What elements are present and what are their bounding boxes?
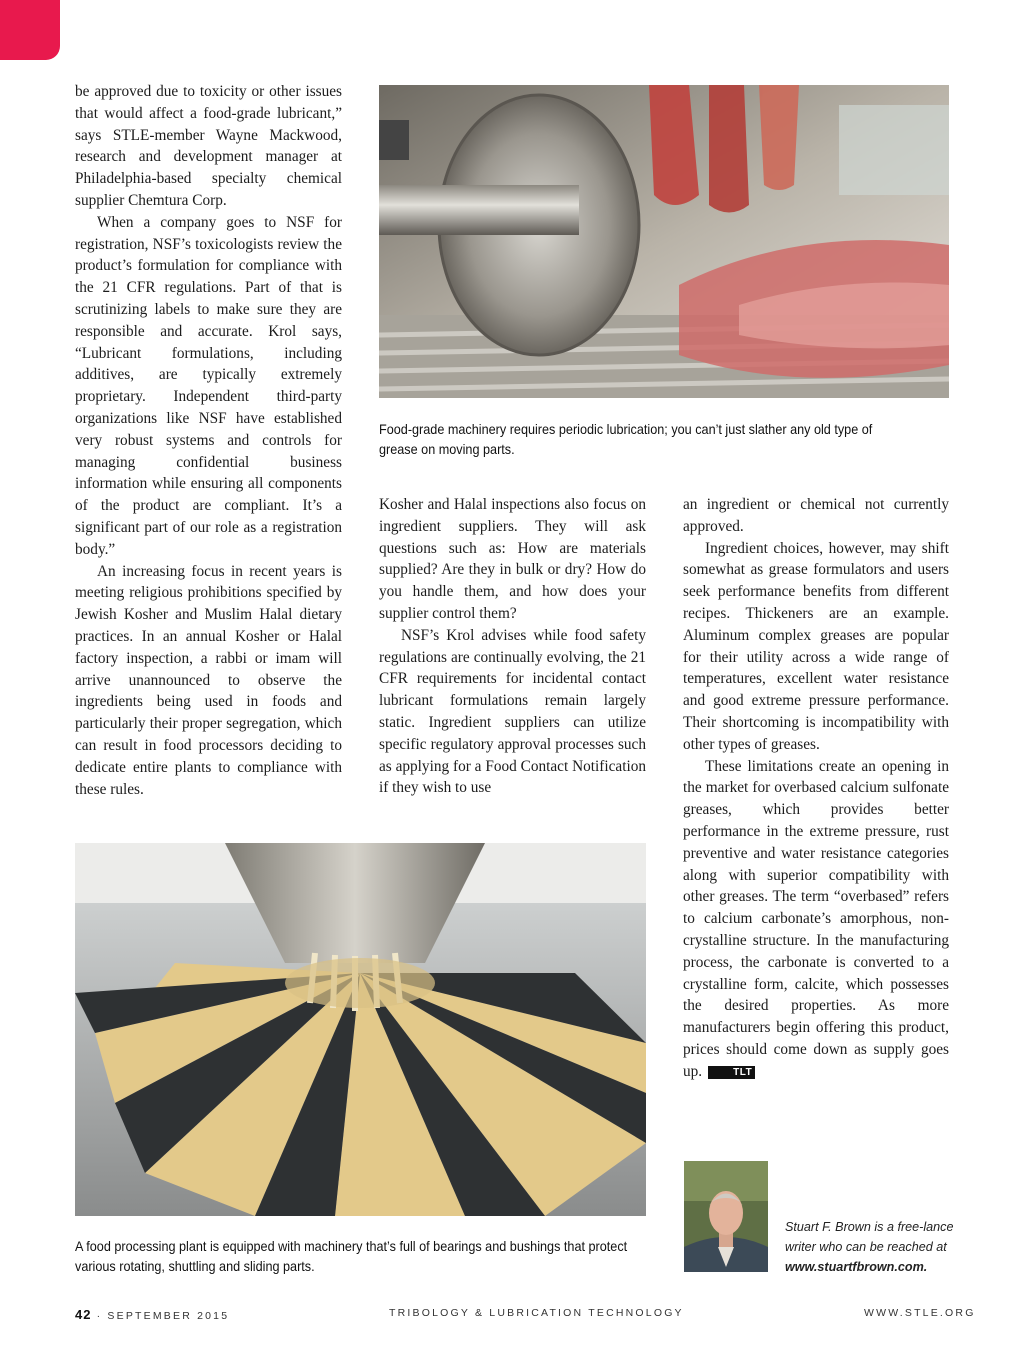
paragraph: be approved due to toxicity or other issues that would affect a food-grade lubricant,” says STLE-member Wayne Mackwood, research and development manager at Philadelphia-based specialty chemical supplier Chemtura Corp. — [75, 83, 342, 209]
publication-name: TRIBOLOGY & LUBRICATION TECHNOLOGY — [389, 1307, 684, 1319]
issue-date: SEPTEMBER 2015 — [107, 1310, 230, 1322]
article-column-1 — [75, 81, 342, 800]
author-bio — [785, 1217, 955, 1277]
grain-weigher-machine-photo — [75, 843, 646, 1216]
author-bio-text: Stuart F. Brown is a free-lance writer who can be reached at — [785, 1220, 954, 1254]
paragraph: An increasing focus in recent years is meeting religious prohibitions specified by Jewish Kosher and Muslim Halal dietary practices. In an annual Kosher or Halal factory inspection, a rabbi or imam will arrive unannounced to observe the ingredients being used in foods and particularly their proper segregation, which can result in food processors deciding to dedicate entire plants to compliance with these rules. — [75, 562, 342, 798]
paragraph: an ingredient or chemical not currently approved. — [683, 496, 949, 535]
section-color-tab — [0, 0, 60, 60]
tlt-end-mark: TLT — [708, 1066, 755, 1079]
page-number: 42 — [75, 1307, 92, 1322]
paragraph: When a company goes to NSF for registration, NSF’s toxicologists review the product’s formulation for compliance with the 21 CFR regulations. Part of that is scrutinizing labels to make sure they are responsible and accurate. Krol says, “Lubricant formulations, including additives, are typically extremely proprietary. Independent third-party organizations like NSF have established very robust systems and controls for managing confidential business information while ensuring all components of the product are compliant. It’s a significant part of our role as a registration body.” — [75, 213, 342, 558]
paragraph — [683, 756, 949, 1083]
footer-separator: · — [96, 1310, 103, 1322]
author-portrait — [684, 1161, 768, 1272]
paragraph: Ingredient choices, however, may shift somewhat as grease formulators and users seek performance benefits from different recipes. Thickeners are an example. Aluminum complex greases are popular for their utility across a wide range of temperatures, excellent water resistance and good extreme pressure performance. Their shortcoming is incompatibility with other types of greases. — [683, 539, 949, 753]
article-column-3 — [683, 494, 949, 1083]
paragraph-text: These limitations create an opening in the market for overbased calcium sulfonate greases, which provides better performance in the extreme pressure, rust preventive and water resistance categories along with superior compatibility with other greases. The term “overbased” refers to calcium carbonate’s amorphous, non-crystalline structure. In the manufacturing process, the carbonate is converted to a crystalline form, calcite, which possesses the desired properties. As more manufacturers begin offering this product, prices should come down as supply goes up. — [683, 757, 949, 1080]
photo-caption-bottom: A food processing plant is equipped with machinery that’s full of bearings and bushings that protect various rotating, shuttling and sliding parts. — [75, 1239, 628, 1274]
footer-page-info — [75, 1307, 229, 1322]
publisher-website: WWW.STLE.ORG — [864, 1307, 976, 1319]
paragraph: Kosher and Halal inspections also focus on ingredient suppliers. They will ask questions such as: How are materials supplied? Are they in bulk or dry? How do you handle them, and how does your supplier control them? — [379, 496, 646, 622]
meat-processing-machinery-photo — [379, 85, 949, 398]
article-column-2 — [379, 494, 646, 799]
paragraph: NSF’s Krol advises while food safety regulations are continually evolving, the 21 CFR requirements for incidental contact lubricant formulations remain largely static. Ingredient suppliers can utilize specific regulatory approval processes such as applying for a Food Contact Notification if they wish to use — [379, 626, 646, 797]
photo-caption-top: Food-grade machinery requires periodic lubrication; you can’t just slather any old type of grease on moving parts. — [379, 422, 873, 457]
author-website-link[interactable]: www.stuartfbrown.com. — [785, 1260, 928, 1274]
